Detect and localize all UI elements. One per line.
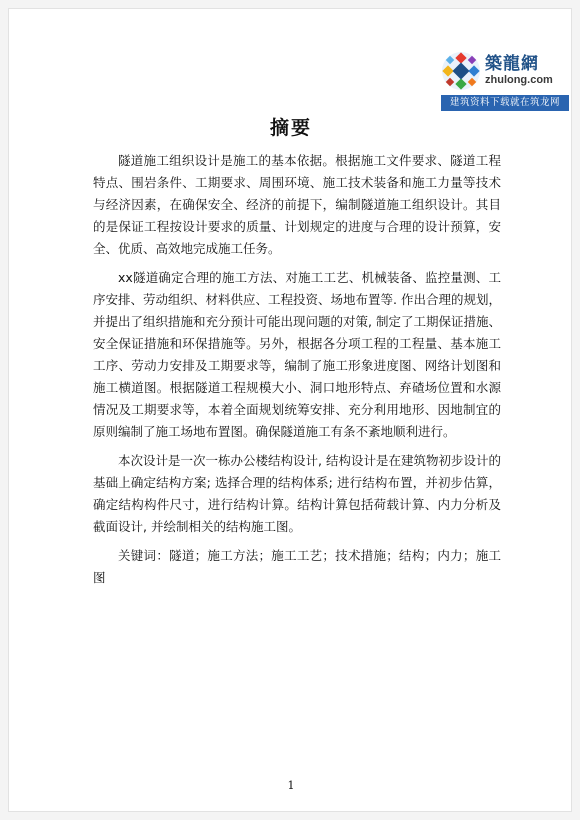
zhulong-logo-icon: [441, 51, 481, 91]
paragraph-1: 隧道施工组织设计是施工的基本依据。根据施工文件要求、隧道工程特点、围岩条件、工期要求、周围环境、施工技术装备和施工力量等技术与经济因素，在确保安全、经济的前提下，编制隧道施工组织设计。其目的是保证工程按设计要求的质量、计划规定的进度与合理的设计预算，安全、优质、高效地完成施工任务。: [93, 153, 501, 256]
page-title: 摘要: [269, 117, 312, 139]
paragraph-3: 本次设计是一次一栋办公楼结构设计, 结构设计是在建筑物初步设计的基础上确定结构方案; 选择合理的结构体系; 进行结构布置，并初步估算，确定结构构件尺寸，进行结构计算。结构计算包括荷载计算、内力分析及截面设计, 并绘制相关的结构施工图。: [93, 453, 501, 534]
logo-site: zhulong.com: [485, 74, 553, 86]
abstract-body: [93, 150, 501, 596]
zhulong-logo: [441, 51, 569, 111]
page-number: 1: [287, 779, 295, 792]
paragraph-2: xx隧道确定合理的施工方法、对施工工艺、机械装备、监控量测、工序安排、劳动组织、材料供应、工程投资、场地布置等. 作出合理的规划，并提出了组织措施和充分预计可能出现问题的对策, 制定了工期保证措施、安全保证措施和环保措施等。另外，根据各分项工程的工程量、基本施工工序、劳动力安排及工期要求等，编制了施工形象进度图、网络计划图和施工横道图。根据隧道工程规模大小、洞口地形特点、弃碴场位置和水源情况及工期要求等，本着全面规划统筹安排、充分利用地形、因地制宜的原则编制了施工场地布置图。确保隧道施工有条不紊地顺利进行。: [93, 270, 501, 439]
logo-slogan: 建筑资料下载就在筑龙网: [441, 95, 569, 111]
keywords-line: 关键词：隧道；施工方法；施工工艺；技术措施；结构；内力；施工图: [93, 548, 501, 585]
document-page: [8, 8, 572, 812]
logo-name: 築龍網: [485, 54, 539, 74]
